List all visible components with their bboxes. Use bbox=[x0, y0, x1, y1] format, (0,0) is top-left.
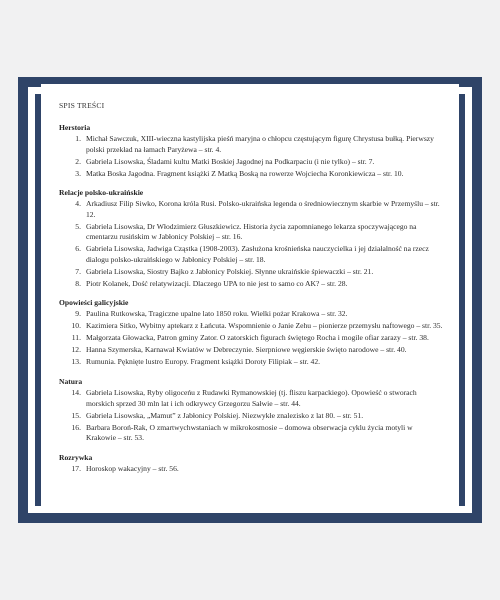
toc-entry bbox=[59, 157, 443, 168]
toc-entry-text: Gabriela Lisowska, Dr Włodzimierz Głuszkiewicz. Historia życia zapomnianego lekarza spoczywającego na cmentarzu rusińskim w Jabłonicy Polskiej – str. 16. bbox=[86, 221, 417, 242]
toc-section bbox=[59, 188, 443, 289]
toc-section bbox=[59, 453, 443, 475]
toc-entry-number: 5. bbox=[75, 221, 81, 231]
toc-entry bbox=[59, 244, 443, 265]
section-title: Opowieści galicyjskie bbox=[59, 298, 129, 308]
toc-entry-text: Gabriela Lisowska, Siostry Bajko z Jabłonicy Polskiej. Słynne ukraińskie śpiewaczki – str. 21. bbox=[86, 266, 374, 276]
toc-entry bbox=[59, 423, 443, 444]
toc-entry-number: 8. bbox=[75, 278, 81, 288]
toc-entry bbox=[59, 134, 443, 155]
section-title: Relacje polsko-ukraińskie bbox=[59, 188, 144, 198]
toc-entry-number: 10. bbox=[71, 321, 81, 331]
toc-entry-number: 4. bbox=[75, 199, 81, 209]
toc-entry-text: Paulina Rutkowska, Tragiczne upalne lato 1850 roku. Wielki pożar Krakowa – str. 32. bbox=[86, 309, 348, 319]
toc-entry-text: Rumunia. Pęknięte lustro Europy. Fragment książki Doroty Filipiak – str. 42. bbox=[86, 357, 321, 367]
toc-section bbox=[59, 123, 443, 179]
toc-entry-number: 2. bbox=[75, 156, 81, 166]
toc-entry bbox=[59, 321, 443, 332]
toc-list bbox=[59, 199, 443, 289]
toc-entry-number: 7. bbox=[75, 266, 81, 276]
toc-entry-text: Piotr Kolanek, Dość relatywizacji. Dlaczego UPA to nie jest to samo co AK? – str. 28. bbox=[86, 278, 348, 288]
toc-entry-text: Arkadiusz Filip Siwko, Korona króla Rusi. Polsko-ukraińska legenda o średniowiecznym skarbie w Przemyślu – str. 12. bbox=[86, 199, 440, 219]
toc-entry bbox=[59, 267, 443, 278]
toc-entry bbox=[59, 333, 443, 344]
toc-list bbox=[59, 134, 443, 179]
toc-entry bbox=[59, 345, 443, 356]
toc-entry-text: Barbara Boroń-Rak, O zmartwychwstaniach w mikrokosmosie – domowa obserwacja cyklu życia motyli w Krakowie – str. 53. bbox=[86, 422, 413, 443]
toc-entry bbox=[59, 279, 443, 290]
toc-entry-text: Gabriela Lisowska, „Mamut” z Jabłonicy Polskiej. Niezwykłe znalezisko z lat 80. – str. 51. bbox=[86, 410, 364, 420]
toc-entry-number: 6. bbox=[75, 244, 81, 254]
toc-section bbox=[59, 377, 443, 444]
toc-entry bbox=[59, 222, 443, 243]
toc-entry-text: Gabriela Lisowska, Jadwiga Cząstka (1908-2003). Zasłużona krośnieńska nauczycielka i jej działalność na rzecz dialogu polsko-ukraińskiego w Jabłonicy Polskiej – str. 18. bbox=[86, 244, 429, 264]
toc-sections bbox=[59, 123, 443, 474]
toc-entry-number: 1. bbox=[75, 134, 81, 143]
toc-entry bbox=[59, 169, 443, 180]
toc-entry-number: 13. bbox=[71, 357, 81, 367]
toc-entry-number: 3. bbox=[75, 168, 81, 178]
toc-entry-text: Kazimiera Sitko, Wybitny aptekarz z Łańcuta. Wspomnienie o Janie Zehu – pionierze przemysłu naftowego – str. 35. bbox=[86, 321, 443, 331]
section-title: Rozrywka bbox=[59, 452, 93, 462]
section-title: Herstoria bbox=[59, 123, 91, 132]
toc-entry-number: 9. bbox=[75, 309, 81, 319]
toc-entry-text: Horoskop wakacyjny – str. 56. bbox=[86, 463, 179, 473]
toc-list bbox=[59, 464, 443, 475]
toc-list bbox=[59, 309, 443, 368]
toc-entry-text: Matka Boska Jagodna. Fragment książki Z Matką Boską na rowerze Wojciecha Koronkiewicza – str. 10. bbox=[86, 168, 404, 178]
toc-entry-number: 11. bbox=[71, 333, 81, 343]
toc-entry-text: Michał Sawczuk, XIII-wieczna kastylijska pieśń maryjna o chłopcu częstującym figurę Chrystusa bułką. Pierwszy polski przekład na łamach Paryżewa – str. 4. bbox=[86, 134, 434, 154]
toc-entry bbox=[59, 309, 443, 320]
toc-section bbox=[59, 298, 443, 368]
page-title: SPIS TREŚCI bbox=[59, 101, 105, 110]
toc-entry-text: Gabriela Lisowska, Ryby oligoceńu z Rudawki Rymanowskiej (tj. fliszu karpackiego). Opowieść o stworach morskich sprzed 30 mln lat i ich odkrywcy Grzegorzu Sałwie – str. 44. bbox=[86, 388, 417, 408]
section-title: Natura bbox=[59, 377, 83, 386]
toc-entry bbox=[59, 388, 443, 409]
toc-entry-number: 12. bbox=[71, 345, 81, 355]
toc-entry bbox=[59, 199, 443, 220]
toc-entry-number: 14. bbox=[71, 388, 81, 397]
toc-entry bbox=[59, 411, 443, 422]
toc-entry-text: Gabriela Lisowska, Śladami kultu Matki Boskiej Jagodnej na Podkarpaciu (i nie tylko) – str. 7. bbox=[86, 156, 375, 166]
toc-list bbox=[59, 388, 443, 444]
toc-entry bbox=[59, 464, 443, 475]
toc-entry-number: 15. bbox=[71, 410, 81, 420]
toc-entry-number: 17. bbox=[71, 463, 81, 473]
table-of-contents-page bbox=[41, 84, 459, 508]
toc-entry-text: Małgorzata Głowacka, Patron gminy Zator. O zatorskich figurach świętego Rocha i mogile ofiar zarazy – str. 38. bbox=[86, 333, 429, 343]
toc-entry-number: 16. bbox=[71, 422, 81, 432]
toc-entry-text: Hanna Szymerska, Karnawał Kwiatów w Debreczynie. Sierpniowe węgierskie święto narodowe – str. 40. bbox=[86, 345, 407, 355]
toc-entry bbox=[59, 357, 443, 368]
